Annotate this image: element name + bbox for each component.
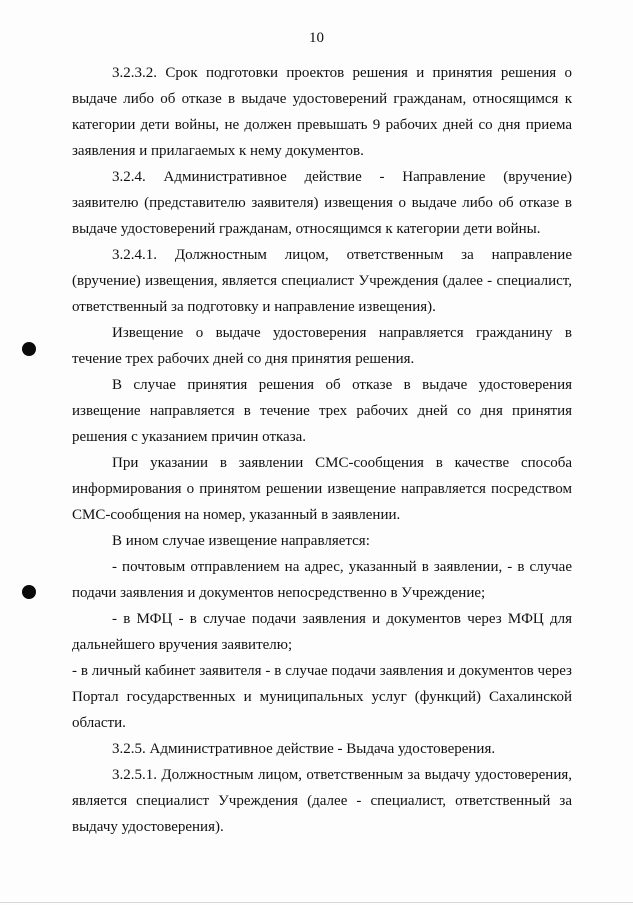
paragraph-3-2-5-1: 3.2.5.1. Должностным лицом, ответственным за выдачу удостоверения, является специалист Учреждения (далее - специалист, ответственный за выдачу удостоверения). bbox=[72, 767, 572, 835]
list-item-personal-account: - в личный кабинет заявителя - в случае подачи заявления и документов через Портал государственных и муниципальных услуг (функций) Сахалинской области. bbox=[72, 663, 572, 731]
scan-edge-line bbox=[0, 902, 633, 903]
list-item-mfc: - в МФЦ - в случае подачи заявления и документов через МФЦ для дальнейшего вручения заявителю; bbox=[72, 611, 572, 653]
list-item-postal: - почтовым отправлением на адрес, указанный в заявлении, - в случае подачи заявления и документов непосредственно в Учреждение; bbox=[72, 559, 572, 601]
paragraph-3-2-3-2: 3.2.3.2. Срок подготовки проектов решения и принятия решения о выдаче либо об отказе в выдаче удостоверений гражданам, относящимся к категории дети войны, не должен превышать 9 рабочих дней со дня приема заявления и прилагаемых к нему документов. bbox=[72, 65, 572, 159]
paragraph-3-2-4: 3.2.4. Административное действие - Направление (вручение) заявителю (представителю заявителя) извещения о выдаче либо об отказе в выдаче удостоверений гражданам, относящимся к категории дети войны. bbox=[72, 169, 572, 237]
page-number: 10 bbox=[309, 30, 324, 46]
paragraph-notice-issue: Извещение о выдаче удостоверения направляется гражданину в течение трех рабочих дней со дня принятия решения. bbox=[72, 325, 572, 367]
punch-hole-top bbox=[22, 342, 36, 356]
paragraph-notice-refusal: В случае принятия решения об отказе в выдаче удостоверения извещение направляется в течение трех рабочих дней со дня принятия решения с указанием причин отказа. bbox=[72, 377, 572, 445]
paragraph-other-case: В ином случае извещение направляется: bbox=[112, 533, 370, 549]
paragraph-3-2-5: 3.2.5. Административное действие - Выдача удостоверения. bbox=[112, 741, 496, 757]
punch-hole-bottom bbox=[22, 585, 36, 599]
paragraph-sms-notice: При указании в заявлении СМС-сообщения в качестве способа информирования о принятом решении извещение направляется посредством СМС-сообщения на номер, указанный в заявлении. bbox=[72, 455, 572, 523]
document-body bbox=[72, 60, 572, 840]
paragraph-3-2-4-1: 3.2.4.1. Должностным лицом, ответственным за направление (вручение) извещения, является специалист Учреждения (далее - специалист, ответственный за подготовку и направление извещения). bbox=[72, 247, 572, 315]
